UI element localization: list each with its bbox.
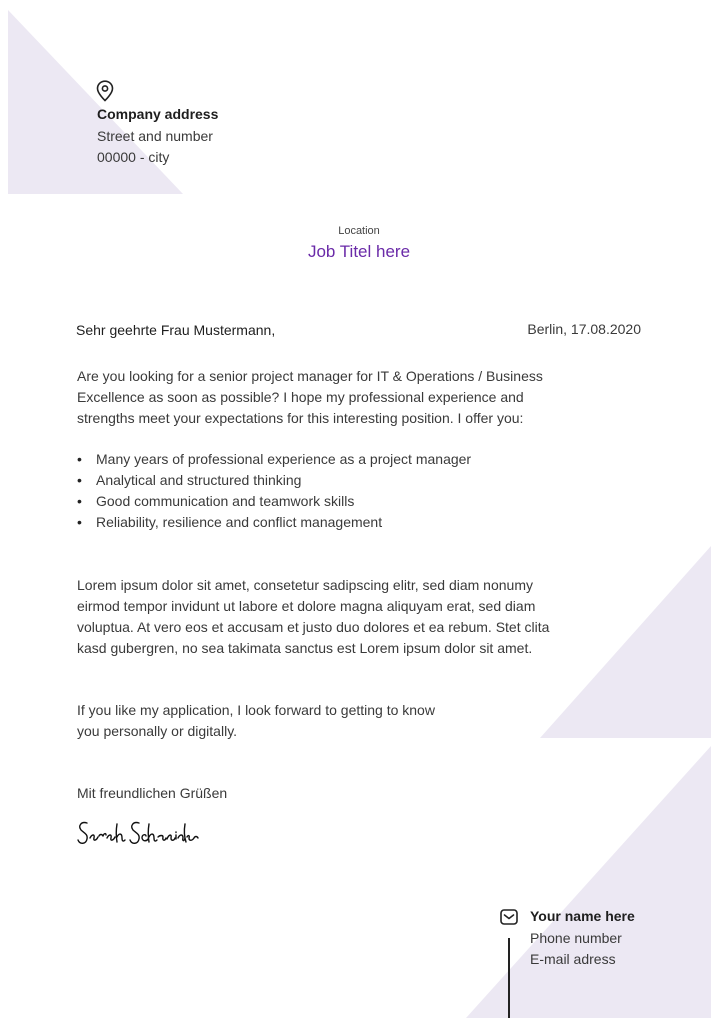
contact-phone: Phone number <box>530 930 622 946</box>
salutation: Sehr geehrte Frau Mustermann, <box>76 322 276 338</box>
contact-name: Your name here <box>530 908 635 924</box>
job-location: Location <box>338 225 380 237</box>
company-address-heading: Company address <box>97 106 219 122</box>
top-left-triangle <box>8 10 183 194</box>
closing-greeting: Mit freundlichen Grüßen <box>77 785 228 801</box>
strengths-list <box>77 449 471 533</box>
intro-paragraph: Are you looking for a senior project manager for IT & Operations / Business Excellence as soon as possible? I hope my professional experience and strengths meet your expectations for this interesting position. I offer you: <box>77 368 543 426</box>
list-item: • Many years of professional experience as a project manager <box>77 449 471 470</box>
mail-icon <box>500 909 518 925</box>
contact-divider-line <box>508 938 510 1018</box>
list-item: • Good communication and teamwork skills <box>77 491 471 512</box>
handwritten-signature <box>76 812 200 856</box>
company-city: 00000 - city <box>97 149 170 165</box>
company-street: Street and number <box>97 128 213 144</box>
contact-email: E-mail adress <box>530 951 616 967</box>
job-title: Job Titel here <box>307 242 411 261</box>
closing-paragraph: If you like my application, I look forward to getting to know you personally or digitally. <box>77 702 435 739</box>
letter-date: Berlin, 17.08.2020 <box>527 321 641 337</box>
lorem-paragraph: Lorem ipsum dolor sit amet, consetetur sadipscing elitr, sed diam nonumy eirmod tempor invidunt ut labore et dolore magna aliquyam erat, sed diam voluptua. At vero eos et accusam et justo duo dolores et ea rebum. Stet clita kasd gubergren, no sea takimata sanctus est Lorem ipsum dolor sit amet. <box>77 577 550 656</box>
list-item: • Analytical and structured thinking <box>77 470 471 491</box>
list-item: • Reliability, resilience and conflict management <box>77 512 471 533</box>
location-pin-icon <box>96 80 114 102</box>
